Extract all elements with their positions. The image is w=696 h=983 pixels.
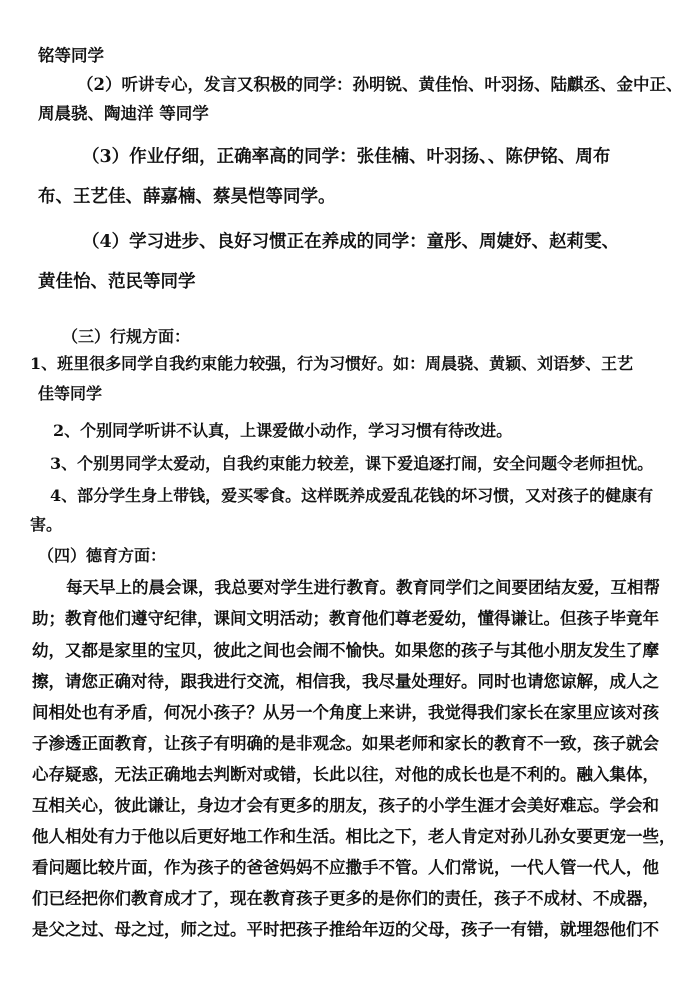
text-line: 1、班里很多同学自我约束能力较强，行为习惯好。如：周晨骁、黄颖、刘语梦、王艺 <box>30 354 634 373</box>
text-line: 们已经把你们教育成才了，现在教育孩子更多的是你们的责任，孩子不成材、不成器， <box>32 889 659 908</box>
text-line: 他人相处有力于他以后更好地工作和生活。相比之下，老人肯定对孙儿孙女要更宠一些， <box>32 827 676 846</box>
text-line: （3）作业仔细，正确率高的同学：张佳楠、叶羽扬、、陈伊铭、周布 <box>82 147 611 167</box>
text-line: 2、个别同学听讲不认真，上课爱做小动作，学习习惯有待改进。 <box>53 421 513 440</box>
text-line: 铭等同学 <box>38 46 104 65</box>
text-line: 每天早上的晨会课，我总要对学生进行教育。教育同学们之间要团结友爱，互相帮 <box>66 578 660 597</box>
text-line: 互相关心，彼此谦让，身边才会有更多的朋友，孩子的小学生涯才会美好难忘。学会和 <box>32 796 659 815</box>
text-line: 看问题比较片面，作为孩子的爸爸妈妈不应撒手不管。人们常说，一代人管一代人，他 <box>32 858 659 877</box>
text-line: 4、部分学生身上带钱，爱买零食。这样既养成爱乱花钱的坏习惯，又对孩子的健康有 <box>50 486 654 505</box>
section-heading: （四）德育方面： <box>38 546 167 565</box>
text-line: 周晨骁、陶迪洋 等同学 <box>38 104 209 123</box>
text-line: （2）听讲专心，发言又积极的同学：孙明锐、黄佳怡、叶羽扬、陆麒丞、金中正、 <box>77 75 683 94</box>
text-line: 3、个别男同学太爱动，自我约束能力较差，课下爱追逐打闹，安全问题令老师担忧。 <box>50 454 654 473</box>
text-line: 子渗透正面教育，让孩子有明确的是非观念。如果老师和家长的教育不一致，孩子就会 <box>32 734 659 753</box>
text-line: （4）学习进步、良好习惯正在养成的同学：童彤、周婕妤、赵莉雯、 <box>82 232 620 252</box>
text-line: 布、王艺佳、薛嘉楠、蔡昊恺等同学。 <box>38 187 336 207</box>
section-heading: （三）行规方面： <box>62 327 191 346</box>
text-line: 擦，请您正确对待，跟我进行交流，相信我，我尽量处理好。同时也请您谅解，成人之 <box>32 672 659 691</box>
text-line: 心存疑惑，无法正确地去判断对或错，长此以往，对他的成长也是不利的。融入集体， <box>32 765 659 784</box>
text-line: 害。 <box>30 515 63 534</box>
text-line: 佳等同学 <box>38 384 103 403</box>
text-line: 黄佳怡、范民等同学 <box>38 272 196 292</box>
text-line: 间相处也有矛盾，何况小孩子？从另一个角度上来讲，我觉得我们家长在家里应该对孩 <box>32 703 659 722</box>
text-line: 幼，又都是家里的宝贝，彼此之间也会闹不愉快。如果您的孩子与其他小朋友发生了摩 <box>32 641 659 660</box>
text-line: 是父之过、母之过，师之过。平时把孩子推给年迈的父母，孩子一有错，就埋怨他们不 <box>32 920 659 939</box>
text-line: 助；教育他们遵守纪律，课间文明活动；教育他们尊老爱幼，懂得谦让。但孩子毕竟年 <box>32 609 659 628</box>
